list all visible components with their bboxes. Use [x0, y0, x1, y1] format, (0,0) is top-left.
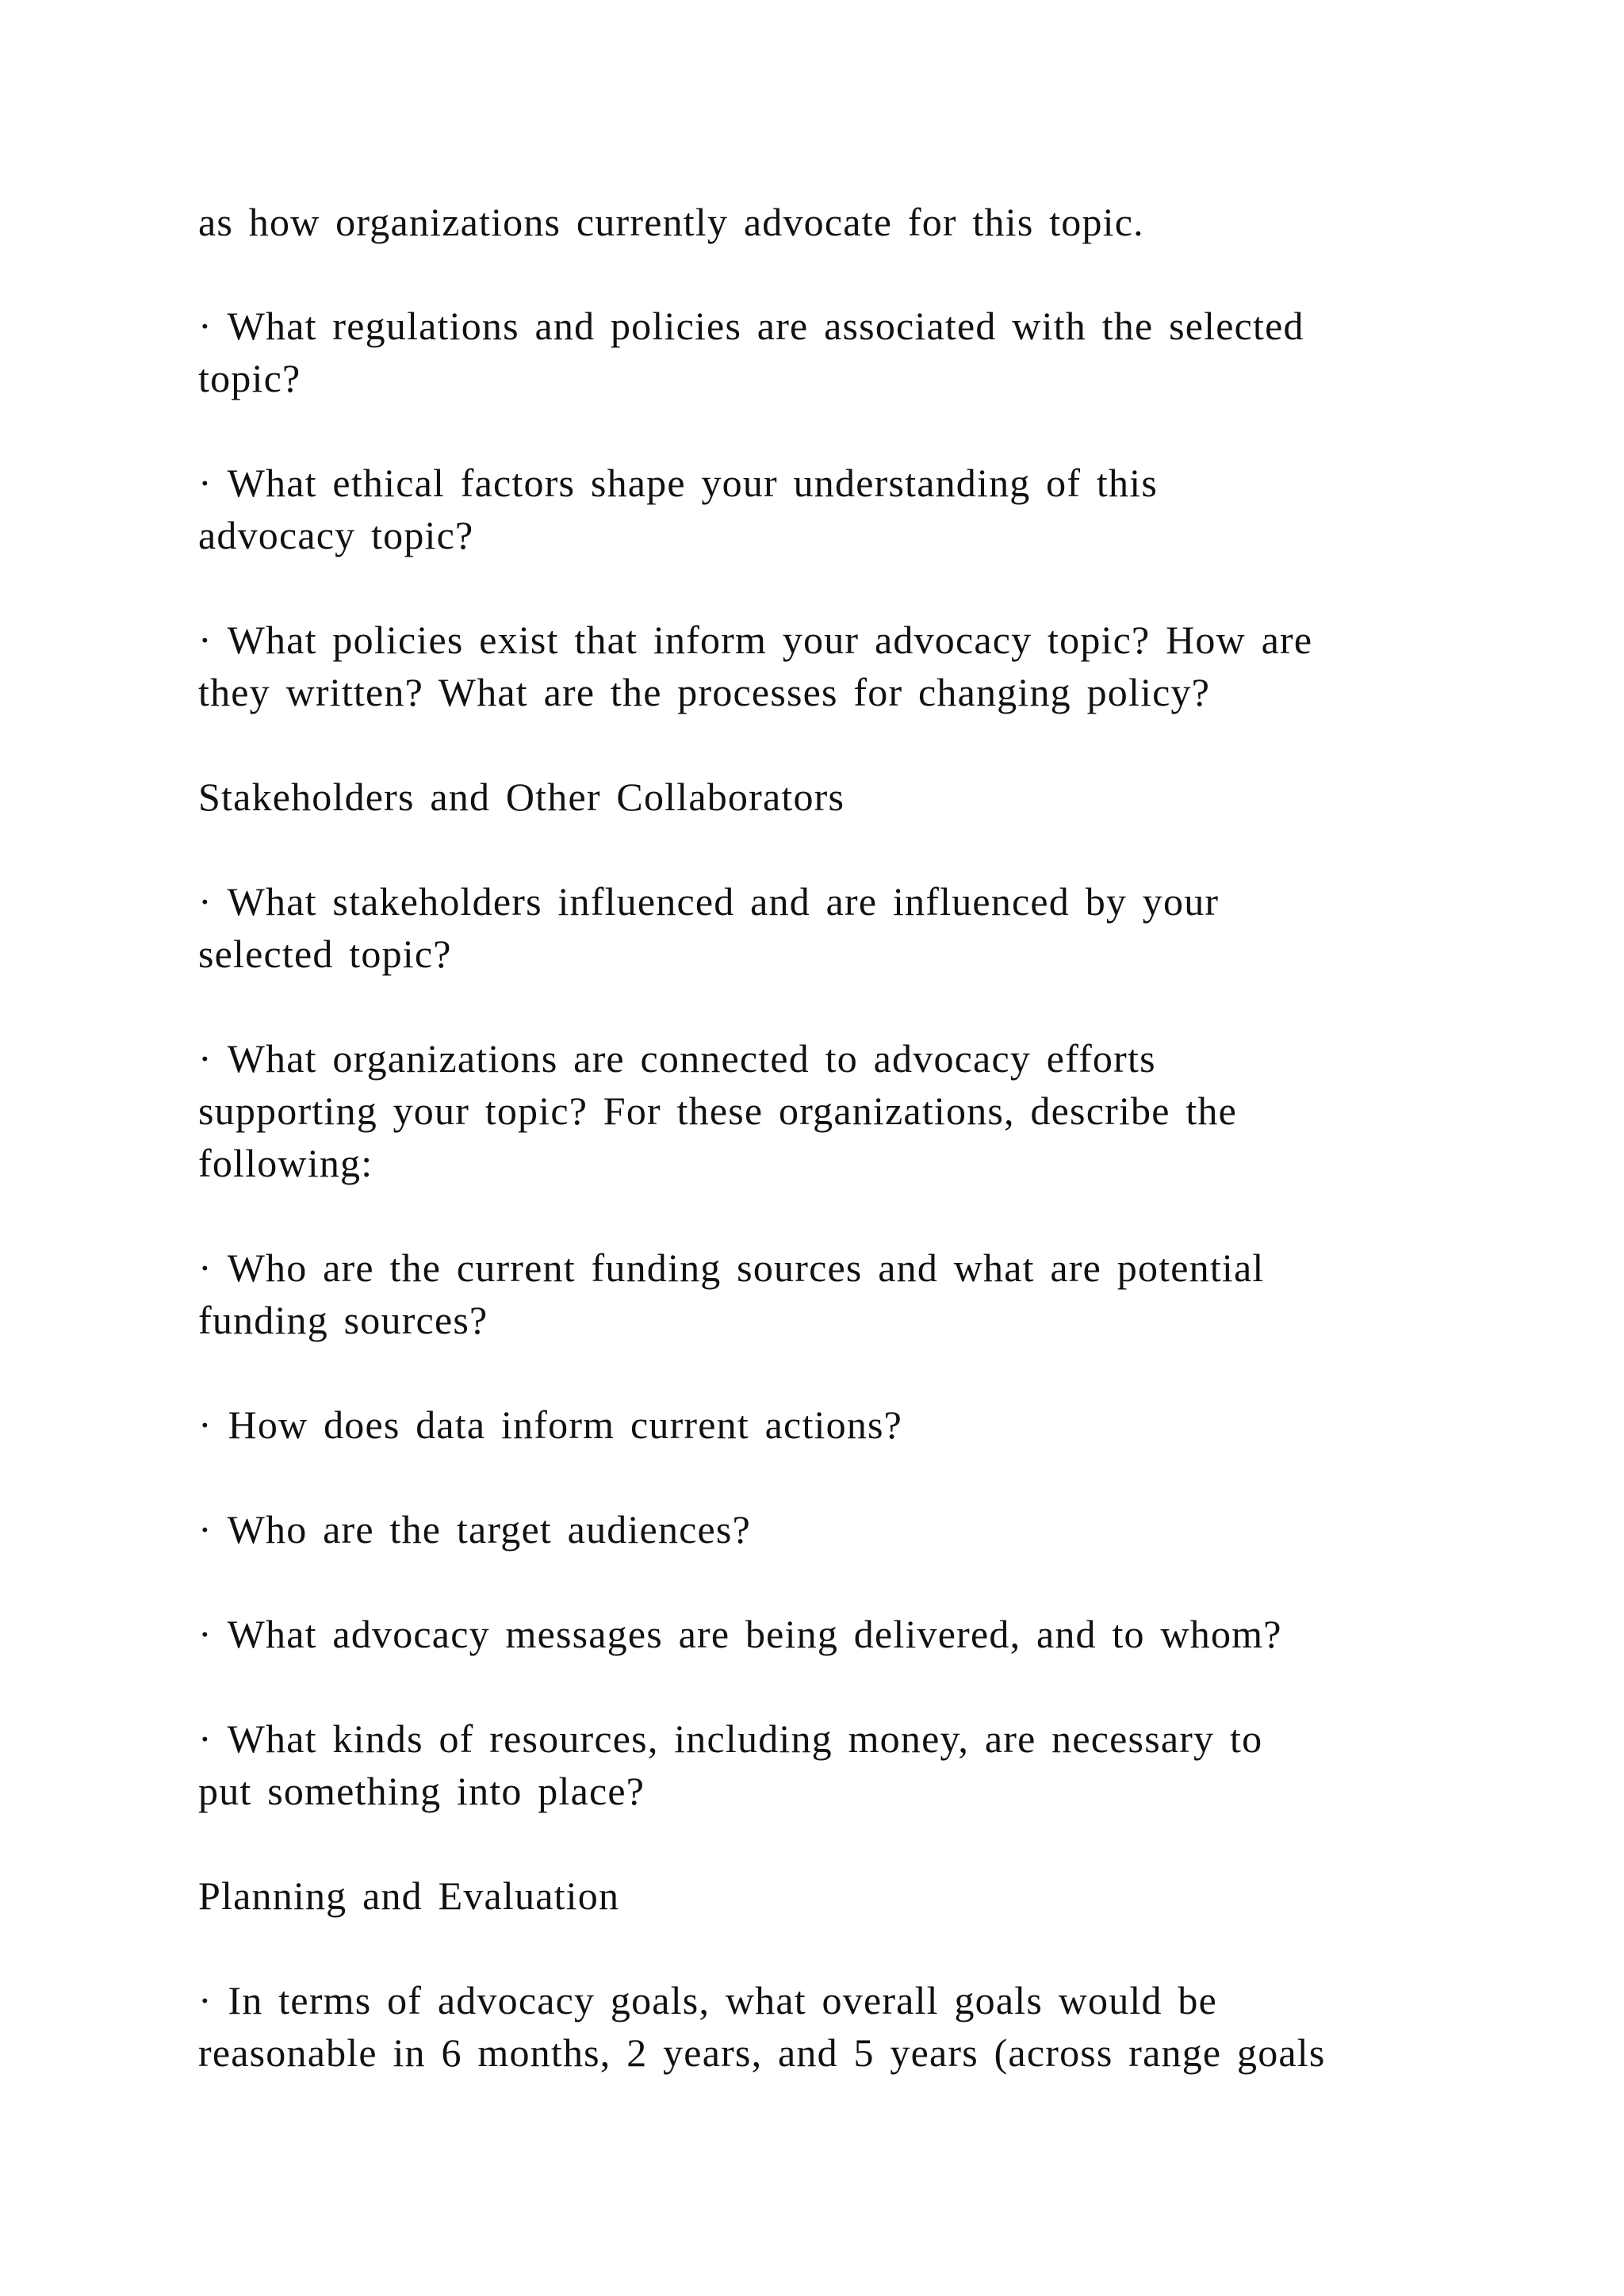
bullet-ethical-line-2: advocacy topic? [198, 513, 474, 557]
bullet-goals-line-1: · In terms of advocacy goals, what overall goals would be [198, 1978, 1217, 2022]
bullet-organizations-line-1: · What organizations are connected to advocacy efforts [198, 1036, 1156, 1081]
section-heading-planning: Planning and Evaluation [198, 1873, 620, 1918]
bullet-messages: · What advocacy messages are being delivered, and to whom? [198, 1612, 1282, 1656]
bullet-data: · How does data inform current actions? [198, 1402, 903, 1447]
bullet-funding-line-2: funding sources? [198, 1298, 488, 1342]
bullet-resources-line-1: · What kinds of resources, including money, are necessary to [198, 1716, 1263, 1761]
section-heading-stakeholders: Stakeholders and Other Collaborators [198, 775, 845, 819]
text-line: as how organizations currently advocate for this topic. [198, 200, 1144, 244]
bullet-organizations-line-3: following: [198, 1141, 373, 1185]
bullet-resources-line-2: put something into place? [198, 1769, 645, 1813]
bullet-regulations-line-1: · What regulations and policies are associated with the selected [198, 304, 1304, 348]
bullet-goals-line-2: reasonable in 6 months, 2 years, and 5 years (across range goals [198, 2030, 1326, 2075]
bullet-stakeholders-line-2: selected topic? [198, 932, 452, 976]
bullet-ethical-line-1: · What ethical factors shape your understanding of this [198, 461, 1158, 505]
bullet-policies-line-2: they written? What are the processes for changing policy? [198, 670, 1211, 714]
bullet-funding-line-1: · Who are the current funding sources and what are potential [198, 1246, 1265, 1290]
bullet-organizations-line-2: supporting your topic? For these organizations, describe the [198, 1089, 1238, 1133]
bullet-stakeholders-line-1: · What stakeholders influenced and are influenced by your [198, 879, 1220, 924]
bullet-policies-line-1: · What policies exist that inform your advocacy topic? How are [198, 618, 1313, 662]
bullet-audiences: · Who are the target audiences? [198, 1507, 751, 1552]
bullet-regulations-line-2: topic? [198, 356, 301, 400]
